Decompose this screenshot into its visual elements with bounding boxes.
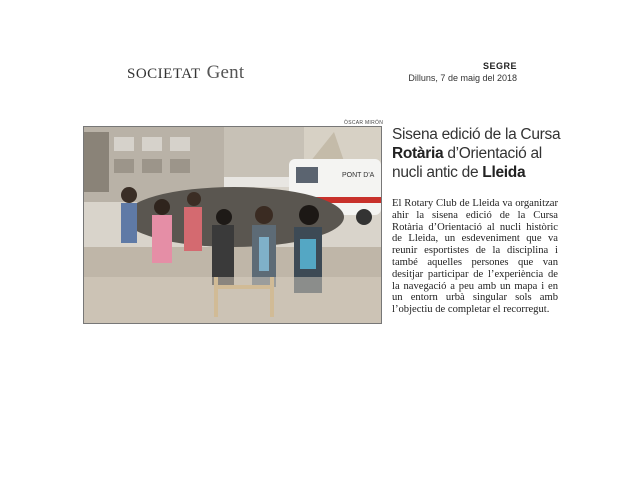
masthead [408, 61, 517, 83]
section-name: Gent [206, 62, 245, 83]
article-headline [392, 125, 562, 182]
photo-illustration [84, 127, 381, 323]
publication-date: Dilluns, 7 de maig del 2018 [408, 73, 517, 83]
headline-highlight-lleida: Lleida [482, 164, 526, 181]
headline-part1: Sisena edició de la Cursa [392, 126, 561, 143]
headline-part2: d’Orientació al nucli antic de [392, 145, 542, 181]
section-label: SOCIETAT [127, 66, 201, 82]
newspaper-name: SEGRE [482, 61, 517, 71]
headline-highlight-rotaria: Rotària [392, 145, 444, 162]
section-header [127, 62, 244, 84]
photo-credit: ÒSCAR MIRÓN [344, 120, 384, 126]
article-body: El Rotary Club de Lleida va organitzar ahir la sisena edició de la Cursa Rotària d’Orientació al nucli històric de Lleida, un esdeveniment que va reunir esportistes de la disciplina i també aquelles persones que van desitjar participar de l’experiència de la navegació a peu amb un mapa i en un entorn urbà singular sols amb l’objectiu de completar el recorregut. [392, 198, 558, 316]
van-label: PONT D'A [342, 172, 375, 179]
article-photo [83, 126, 382, 324]
